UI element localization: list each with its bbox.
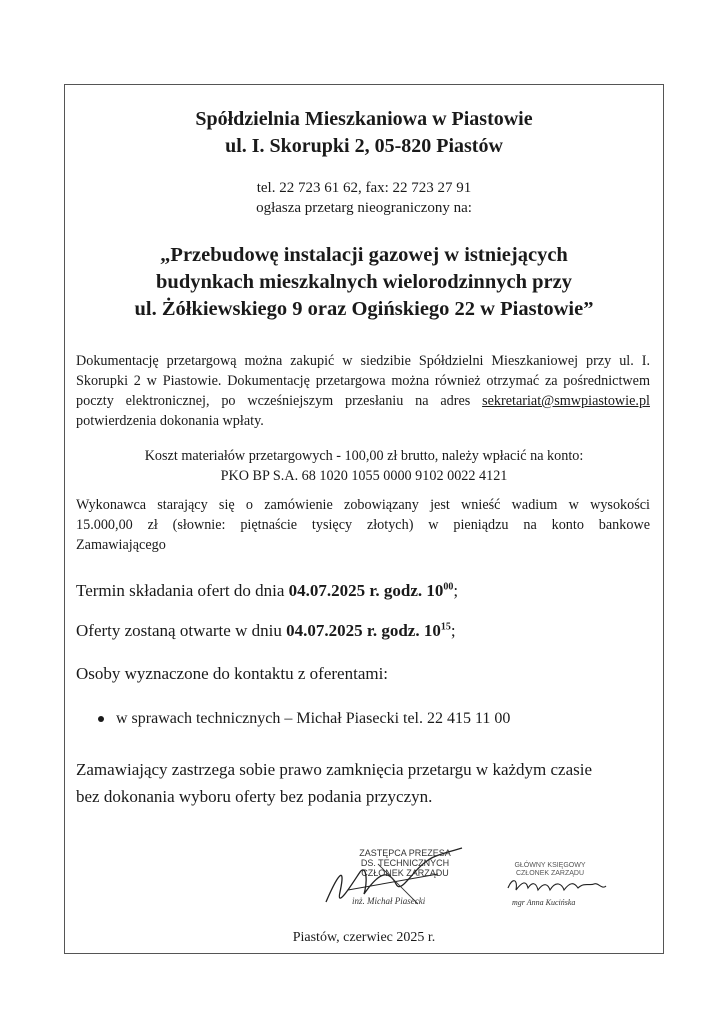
wadium-line: 15.000,00 zł (słownie: piętnaście tysięcy złotych) w pieniądzu na konto bankowe <box>76 517 650 533</box>
deadline-minutes: 00 <box>443 581 454 593</box>
documentation-text-end: potwierdzenia dokonania wpłaty. <box>76 413 264 429</box>
wadium-paragraph <box>76 495 650 555</box>
reservation-paragraph <box>76 756 656 810</box>
deadline-line <box>76 581 656 601</box>
documentation-paragraph <box>76 351 650 431</box>
bank-account: PKO BP S.A. 68 1020 1055 0000 9102 0022 4121 <box>220 468 508 484</box>
cost-text: Koszt materiałów przetargowych - 100,00 zł brutto, należy wpłacić na konto: <box>144 448 584 464</box>
cost-block <box>64 446 664 486</box>
opening-minutes: 15 <box>440 621 451 633</box>
stamp-line: CZŁONEK ZARZĄDU <box>361 868 449 878</box>
wadium-line: Wykonawca starający się o zamówienie zobowiązany jest wnieść wadium w wysokości <box>76 497 650 513</box>
announcement-line: ogłasza przetarg nieograniczony na: <box>256 200 472 216</box>
tender-title-line: „Przebudowę instalacji gazowej w istniejących <box>160 244 568 266</box>
contact-person: w sprawach technicznych – Michał Piasecki tel. 22 415 11 00 <box>116 710 511 727</box>
opening-line <box>76 621 656 641</box>
wadium-line: Zamawiającego <box>76 537 166 553</box>
org-contact: tel. 22 723 61 62, fax: 22 723 27 91 <box>256 180 472 196</box>
email-link[interactable]: sekretariat@smwpiastowie.pl <box>482 393 650 409</box>
deadline-end: ; <box>453 581 459 600</box>
tender-title-line: ul. Żółkiewskiego 9 oraz Ogińskiego 22 w Piastowie” <box>134 298 594 320</box>
opening-date: 04.07.2025 r. godz. 10 <box>286 621 441 640</box>
signatory-right-name: mgr Anna Kucińska <box>512 898 576 907</box>
deadline-date: 04.07.2025 r. godz. 10 <box>288 581 444 600</box>
stamp-line: GŁÓWNY KSIĘGOWY <box>514 862 586 869</box>
place-date: Piastów, czerwiec 2025 r. <box>292 930 436 945</box>
tender-title-line: budynkach mieszkalnych wielorodzinnych przy <box>156 271 572 293</box>
opening-label: Oferty zostaną otwarte w dniu <box>76 621 282 640</box>
stamp-line: CZŁONEK ZARZĄDU <box>515 870 585 877</box>
bullet-icon <box>98 716 104 722</box>
org-name: Spółdzielnia Mieszkaniowa w Piastowie <box>195 108 533 130</box>
stamp-line: DS. TECHNICZNYCH <box>360 858 450 868</box>
reservation-line: Zamawiający zastrzega sobie prawo zamknięcia przetargu w każdym czasie <box>76 760 593 779</box>
org-address: ul. I. Skorupki 2, 05-820 Piastów <box>225 135 503 157</box>
opening-end: ; <box>450 621 456 640</box>
signatory-left-name: inż. Michał Piasecki <box>352 896 426 906</box>
deadline-label: Termin składania ofert do dnia <box>76 581 285 600</box>
stamp-line: ZASTĘPCA PREZESA <box>359 848 451 858</box>
contacts-heading: Osoby wyznaczone do kontaktu z oferentami: <box>76 664 389 683</box>
documentation-text: Dokumentację przetargową można zakupić w siedzibie Spółdzielni Mieszkaniowej przy ul. I. Skorupki 2 w Piastowie. Dokumentację przetargowa można również otrzymać za pośrednictwem poczty elektronicznej, po wcześniejszym przesłaniu na adres <box>76 353 650 409</box>
contact-list-item <box>98 710 510 728</box>
tender-title <box>64 242 664 323</box>
reservation-line: bez dokonania wyboru oferty bez podania przyczyn. <box>76 787 433 806</box>
